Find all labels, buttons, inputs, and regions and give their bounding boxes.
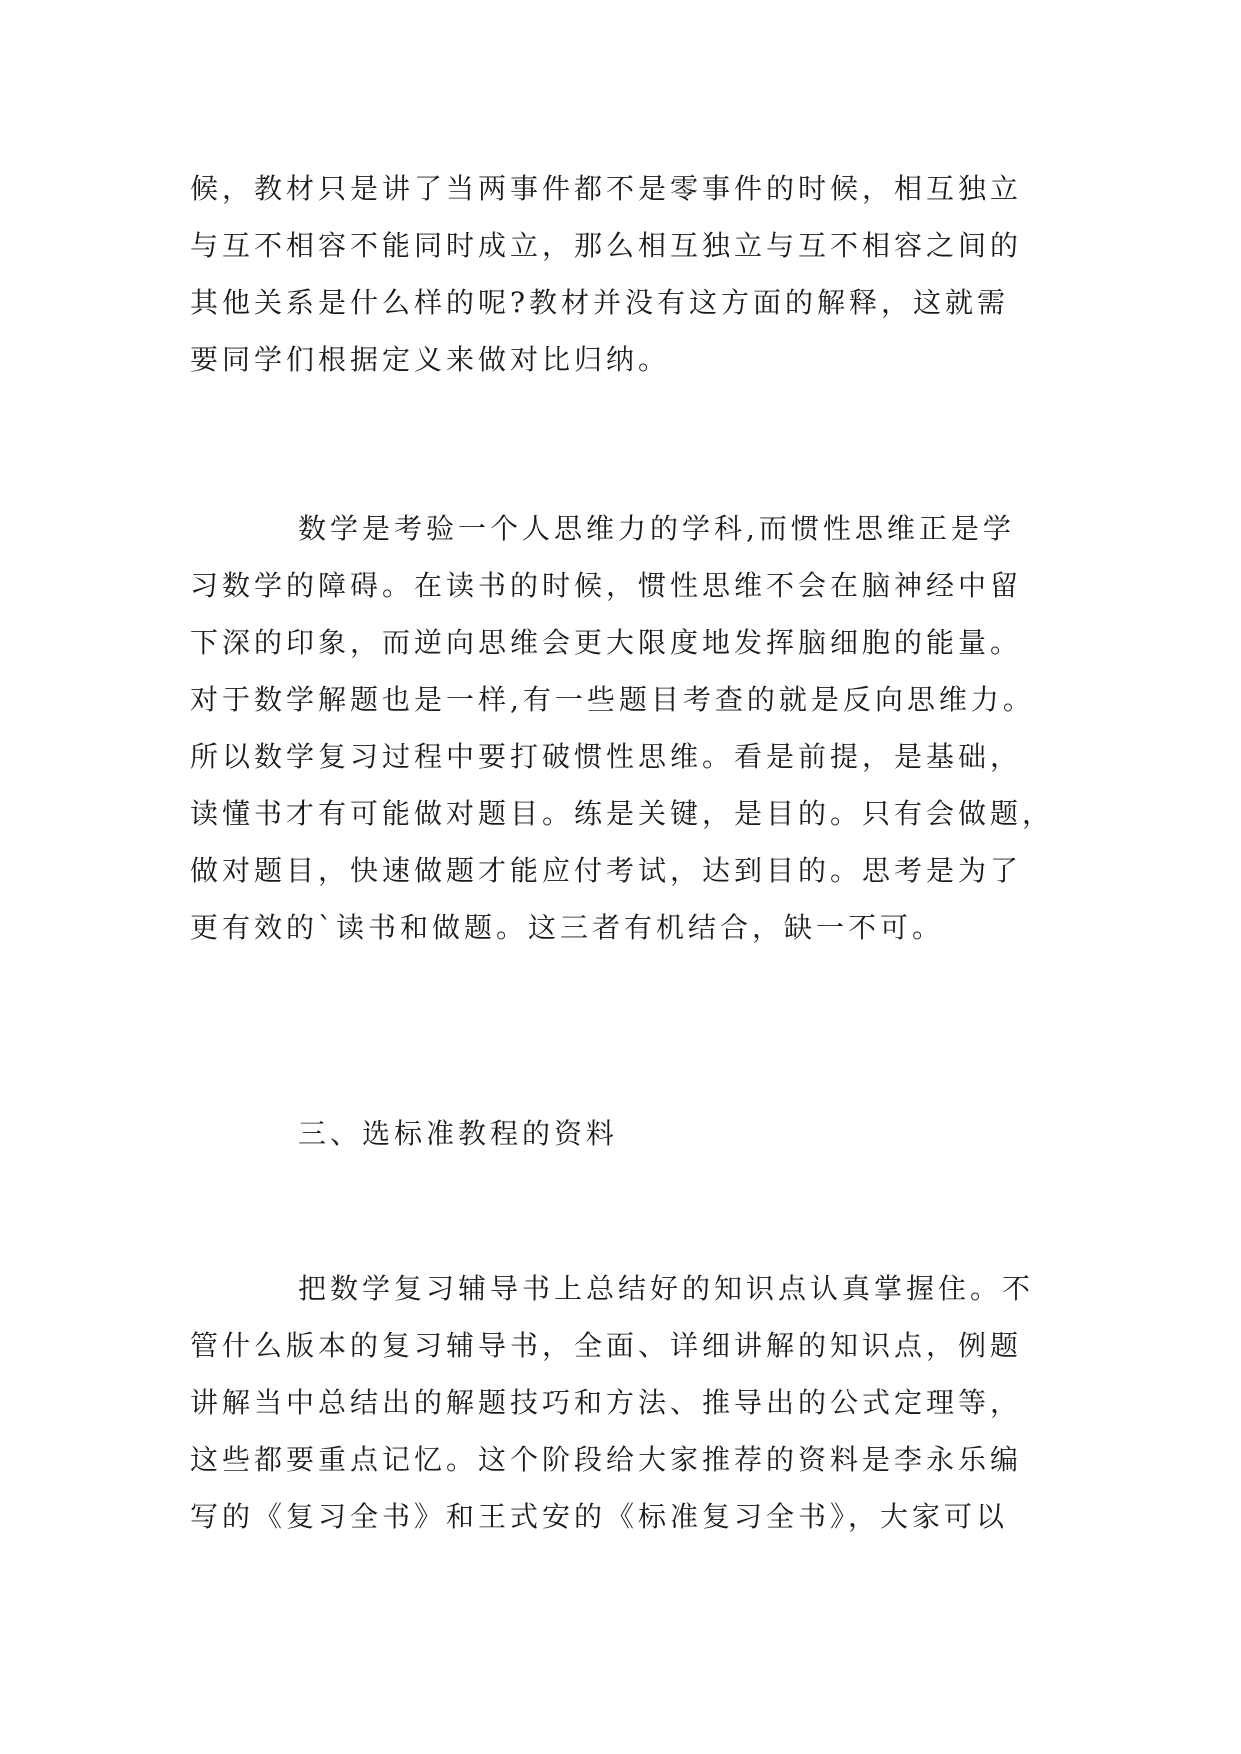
text-line: 对于数学解题也是一样,有一些题目考查的就是反向思维力。 bbox=[190, 683, 1035, 716]
paragraph-continuation bbox=[190, 160, 1070, 388]
text-line: 更有效的`读书和做题。这三者有机结合，缺一不可。 bbox=[190, 911, 945, 944]
text-line: 其他关系是什么样的呢?教材并没有这方面的解释，这就需 bbox=[190, 286, 1010, 319]
text-line: 读懂书才有可能做对题目。练是关键，是目的。只有会做题， bbox=[190, 797, 1055, 830]
paragraph-materials bbox=[190, 1260, 1070, 1545]
text-line: 管什么版本的复习辅导书，全面、详细讲解的知识点，例题 bbox=[190, 1329, 1023, 1362]
text-line: 讲解当中总结出的解题技巧和方法、推导出的公式定理等， bbox=[190, 1386, 1023, 1419]
text-line: 要同学们根据定义来做对比归纳。 bbox=[190, 343, 671, 376]
text-line: 下深的印象，而逆向思维会更大限度地发挥脑细胞的能量。 bbox=[190, 626, 1023, 659]
text-line: 所以数学复习过程中要打破惯性思维。看是前提，是基础， bbox=[190, 740, 1023, 773]
text-line: 把数学复习辅导书上总结好的知识点认真掌握住。不 bbox=[298, 1272, 1035, 1305]
text-line: 做对题目，快速做题才能应付考试，达到目的。思考是为了 bbox=[190, 854, 1023, 887]
text-line: 写的《复习全书》和王式安的《标准复习全书》，大家可以 bbox=[190, 1500, 1009, 1533]
section-heading bbox=[190, 1105, 1070, 1162]
text-line: 与互不相容不能同时成立，那么相互独立与互不相容之间的 bbox=[190, 229, 1023, 262]
paragraph-thinking bbox=[190, 500, 1070, 956]
text-line: 习数学的障碍。在读书的时候，惯性思维不会在脑神经中留 bbox=[190, 569, 1023, 602]
text-line: 数学是考验一个人思维力的学科,而惯性思维正是学 bbox=[298, 512, 1015, 545]
text-line: 候，教材只是讲了当两事件都不是零事件的时候，相互独立 bbox=[190, 172, 1023, 205]
text-line: 这些都要重点记忆。这个阶段给大家推荐的资料是李永乐编 bbox=[190, 1443, 1023, 1476]
section-heading-text: 三、选标准教程的资料 bbox=[298, 1117, 619, 1150]
